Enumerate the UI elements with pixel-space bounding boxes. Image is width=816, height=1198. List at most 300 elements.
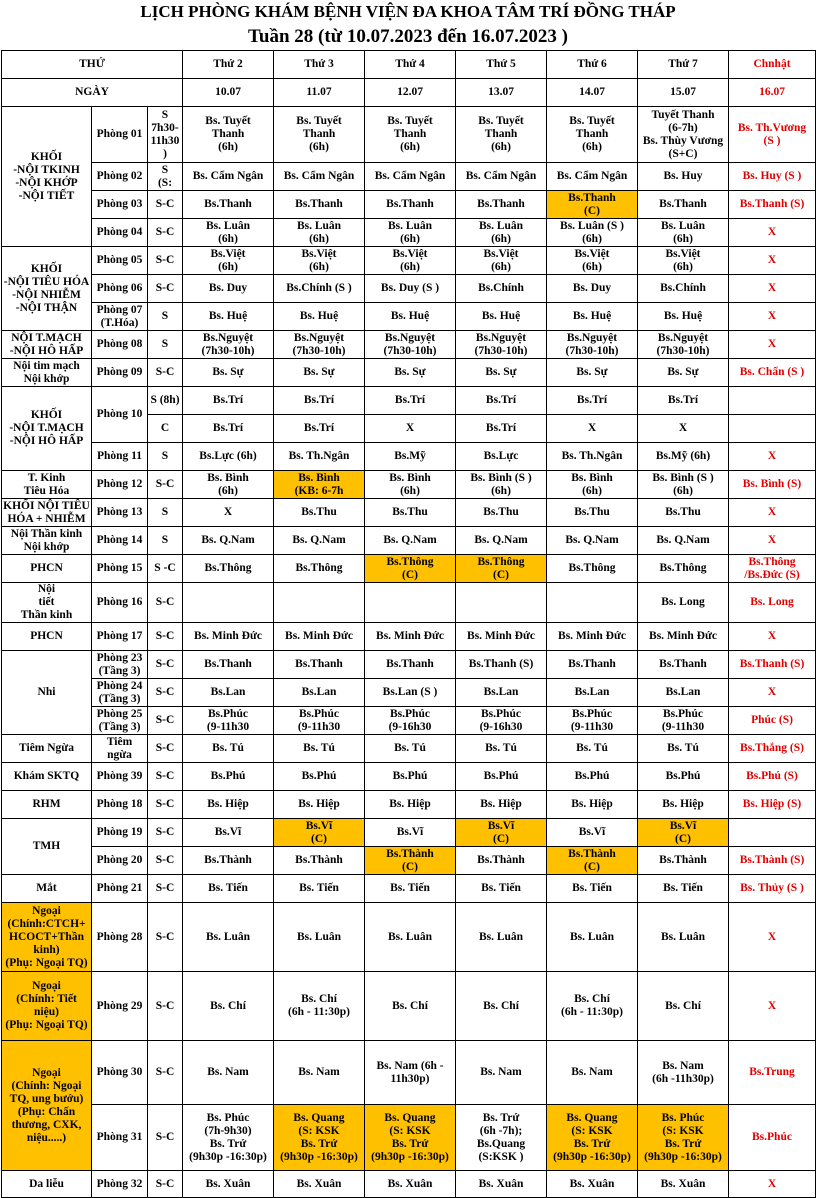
shift-cell: S (8h) xyxy=(148,387,183,415)
schedule-cell: X xyxy=(729,303,816,331)
shift-cell: S-C xyxy=(148,275,183,303)
schedule-cell: Bs.Thanh xyxy=(547,651,638,679)
schedule-cell: Bs.Thanh xyxy=(274,651,365,679)
schedule-cell: Bs.Nguyệt (7h30-10h) xyxy=(365,331,456,359)
schedule-cell: Bs.Nguyệt (7h30-10h) xyxy=(456,331,547,359)
schedule-cell: Bs. Luân xyxy=(638,903,729,972)
schedule-cell: Tuyết Thanh (6-7h) Bs. Thùy Vương (S+C) xyxy=(638,107,729,163)
shift-cell: S-C xyxy=(148,623,183,651)
department-label: Ngoại (Chính: Tiết niệu) (Phụ: Ngoại TQ) xyxy=(2,972,92,1041)
header-day: Thứ 3 xyxy=(274,51,365,79)
table-row xyxy=(2,499,816,527)
shift-cell: S xyxy=(148,527,183,555)
schedule-cell: Bs.Nguyệt (7h30-10h) xyxy=(183,331,274,359)
schedule-cell: Bs. Minh Đức xyxy=(274,623,365,651)
schedule-cell: Bs.Thanh xyxy=(365,651,456,679)
schedule-cell: Bs. Bình (S ) (6h) xyxy=(638,471,729,499)
department-label: T. Kinh Tiêu Hóa xyxy=(2,471,92,499)
schedule-cell: Bs. Bình (KB: 6-7h xyxy=(274,471,365,499)
schedule-cell: Bs. Nam xyxy=(456,1041,547,1105)
shift-cell: S-C xyxy=(148,1041,183,1105)
table-row xyxy=(2,679,816,707)
table-row xyxy=(2,275,816,303)
schedule-cell: Bs.Phú xyxy=(183,763,274,791)
schedule-cell: Bs. Tuyết Thanh (6h) xyxy=(365,107,456,163)
schedule-cell: Bs. Long xyxy=(638,583,729,623)
table-row xyxy=(2,735,816,763)
schedule-cell: Bs. Q.Nam xyxy=(638,527,729,555)
schedule-cell: X xyxy=(729,219,816,247)
schedule-cell: Bs.Phú xyxy=(456,763,547,791)
table-row xyxy=(2,707,816,735)
department-label: Tiêm Ngừa xyxy=(2,735,92,763)
shift-cell: S-C xyxy=(148,359,183,387)
schedule-cell: Bs.Vĩ (C) xyxy=(456,819,547,847)
schedule-cell: Bs.Thành xyxy=(274,847,365,875)
schedule-cell: Bs.Thông /Bs.Đức (S) xyxy=(729,555,816,583)
schedule-cell: Phúc (S) xyxy=(729,707,816,735)
schedule-cell: X xyxy=(638,415,729,443)
schedule-cell xyxy=(456,583,547,623)
schedule-cell xyxy=(365,583,456,623)
department-label: Nội tiết Thần kinh xyxy=(2,583,92,623)
schedule-cell: Bs.Vĩ xyxy=(365,819,456,847)
schedule-cell: Bs.Thanh xyxy=(638,651,729,679)
schedule-cell: Bs.Vĩ (C) xyxy=(274,819,365,847)
schedule-cell: Bs. Duy (S ) xyxy=(365,275,456,303)
schedule-cell: X xyxy=(729,331,816,359)
header-date: 11.07 xyxy=(274,79,365,107)
schedule-cell: Bs.Lan xyxy=(638,679,729,707)
schedule-cell: Bs. Sự xyxy=(638,359,729,387)
schedule-title xyxy=(0,0,816,50)
room-cell: Phòng 24 (Tầng 3) xyxy=(92,679,148,707)
room-cell: Phòng 18 xyxy=(92,791,148,819)
header-date: 15.07 xyxy=(638,79,729,107)
schedule-cell: Bs.Trí xyxy=(365,387,456,415)
schedule-cell: Bs.Thông xyxy=(183,555,274,583)
schedule-cell: X xyxy=(547,415,638,443)
schedule-cell: Bs.Phúc (9-16h30 xyxy=(456,707,547,735)
schedule-cell: Bs.Phúc (9-11h30 xyxy=(183,707,274,735)
schedule-cell: Bs. Xuân xyxy=(638,1171,729,1198)
schedule-cell: Bs. Tuyết Thanh (6h) xyxy=(456,107,547,163)
schedule-cell: Bs. Tiến xyxy=(547,875,638,903)
schedule-cell: Bs. Nam xyxy=(274,1041,365,1105)
schedule-cell: Bs.Phú xyxy=(274,763,365,791)
department-label: Nội tim mạch Nội khớp xyxy=(2,359,92,387)
schedule-cell: Bs. Tú xyxy=(365,735,456,763)
department-label: Nội Thần kinh Nội khớp xyxy=(2,527,92,555)
shift-cell: S-C xyxy=(148,651,183,679)
schedule-cell: Bs.Thu xyxy=(456,499,547,527)
schedule-cell: Bs.Phúc (9-16h30 xyxy=(365,707,456,735)
shift-cell: S xyxy=(148,443,183,471)
schedule-cell: X xyxy=(183,499,274,527)
schedule-cell: Bs. Th.Ngân xyxy=(547,443,638,471)
schedule-cell: Bs. Phúc (S: KSK Bs. Trứ (9h30p -16:30p) xyxy=(638,1105,729,1171)
schedule-cell: Bs. Luân xyxy=(365,903,456,972)
schedule-cell: Bs. Q.Nam xyxy=(547,527,638,555)
schedule-cell: Bs.Thông xyxy=(638,555,729,583)
shift-cell: S-C xyxy=(148,1105,183,1171)
table-row xyxy=(2,1171,816,1198)
schedule-cell xyxy=(183,583,274,623)
schedule-cell: Bs. Q.Nam xyxy=(456,527,547,555)
table-row xyxy=(2,303,816,331)
table-row xyxy=(2,219,816,247)
shift-cell: S-C xyxy=(148,972,183,1041)
schedule-cell: Bs.Thành (S) xyxy=(729,847,816,875)
department-label: TMH xyxy=(2,819,92,875)
schedule-cell: X xyxy=(729,972,816,1041)
schedule-cell: X xyxy=(729,1171,816,1198)
schedule-cell: Bs. Q.Nam xyxy=(183,527,274,555)
schedule-cell: X xyxy=(729,275,816,303)
department-label: RHM xyxy=(2,791,92,819)
schedule-cell: Bs. Hiệp xyxy=(638,791,729,819)
schedule-cell: Bs. Tú xyxy=(638,735,729,763)
schedule-cell: Bs.Phúc (9-11h30 xyxy=(638,707,729,735)
schedule-cell: Bs.Chính xyxy=(456,275,547,303)
table-row xyxy=(2,163,816,191)
schedule-cell: Bs. Bình (6h) xyxy=(365,471,456,499)
shift-cell: C xyxy=(148,415,183,443)
schedule-cell: Bs.Phúc (9-11h30 xyxy=(547,707,638,735)
table-row xyxy=(2,651,816,679)
department-label: PHCN xyxy=(2,555,92,583)
schedule-cell: Bs. Sự xyxy=(365,359,456,387)
schedule-cell: Bs. Minh Đức xyxy=(638,623,729,651)
table-row xyxy=(2,583,816,623)
schedule-cell: Bs. Tiến xyxy=(183,875,274,903)
header-thu-label: THỨ xyxy=(2,51,183,79)
schedule-cell: Bs.Phúc xyxy=(729,1105,816,1171)
schedule-cell: Bs. Tuyết Thanh (6h) xyxy=(274,107,365,163)
schedule-cell: Bs.Thu xyxy=(365,499,456,527)
schedule-cell: Bs. Huệ xyxy=(638,303,729,331)
schedule-cell: Bs.Nguyệt (7h30-10h) xyxy=(274,331,365,359)
schedule-cell: Bs. Huệ xyxy=(365,303,456,331)
schedule-cell: Bs. Minh Đức xyxy=(456,623,547,651)
title-line-1: LỊCH PHÒNG KHÁM BỆNH VIỆN ĐA KHOA TÂM TRÍ ĐỒNG THÁP xyxy=(140,2,676,21)
schedule-cell: Bs. Quang (S: KSK Bs. Trứ (9h30p -16:30p) xyxy=(547,1105,638,1171)
room-cell: Phòng 19 xyxy=(92,819,148,847)
schedule-cell: X xyxy=(729,443,816,471)
schedule-cell: Bs.Phú xyxy=(547,763,638,791)
schedule-cell: Bs.Nguyệt (7h30-10h) xyxy=(547,331,638,359)
room-cell: Phòng 32 xyxy=(92,1171,148,1198)
schedule-cell: Bs.Nguyệt (7h30-10h) xyxy=(638,331,729,359)
table-row xyxy=(2,903,816,972)
schedule-cell: Bs. Minh Đức xyxy=(547,623,638,651)
schedule-cell: Bs. Quang (S: KSK Bs. Trứ (9h30p -16:30p) xyxy=(274,1105,365,1171)
header-day: Thứ 2 xyxy=(183,51,274,79)
room-cell: Phòng 15 xyxy=(92,555,148,583)
schedule-cell: Bs. Luân xyxy=(274,903,365,972)
table-row xyxy=(2,443,816,471)
schedule-cell: X xyxy=(365,415,456,443)
schedule-cell: Bs.Vĩ (C) xyxy=(638,819,729,847)
department-label: KHỐI NỘI TIÊU HÓA + NHIỄM xyxy=(3,499,90,525)
table-row xyxy=(2,555,816,583)
department-label: Ngoại (Chính: Ngoại TQ, ung bướu) (Phụ: Chấn thương, CXK, niệu.....) xyxy=(2,1041,92,1171)
schedule-cell: Bs.Phú xyxy=(638,763,729,791)
schedule-cell: Bs.Trí xyxy=(456,415,547,443)
schedule-cell: Bs.Trung xyxy=(729,1041,816,1105)
schedule-cell: Bs.Thu xyxy=(638,499,729,527)
schedule-cell: Bs. Luân (6h) xyxy=(456,219,547,247)
table-row xyxy=(2,791,816,819)
shift-cell: S xyxy=(148,499,183,527)
room-cell: Phòng 30 xyxy=(92,1041,148,1105)
room-cell: Phòng 17 xyxy=(92,623,148,651)
shift-cell: S 7h30- 11h30 ) xyxy=(148,107,183,163)
schedule-cell: Bs.Thông (C) xyxy=(365,555,456,583)
table-row xyxy=(2,387,816,415)
table-row xyxy=(2,191,816,219)
schedule-cell: Bs.Việt (6h) xyxy=(547,247,638,275)
schedule-cell: Bs. Duy xyxy=(183,275,274,303)
shift-cell: S xyxy=(148,331,183,359)
schedule-cell: Bs.Trí xyxy=(274,387,365,415)
schedule-cell: Bs. Luân (6h) xyxy=(365,219,456,247)
schedule-cell: Bs.Chính (S ) xyxy=(274,275,365,303)
room-cell: Phòng 13 xyxy=(92,499,148,527)
room-cell: Phòng 09 xyxy=(92,359,148,387)
schedule-cell: Bs. Xuân xyxy=(183,1171,274,1198)
shift-cell: S-C xyxy=(148,903,183,972)
schedule-cell: Bs. Huệ xyxy=(274,303,365,331)
schedule-cell: Bs. Nam xyxy=(183,1041,274,1105)
schedule-cell: Bs. Hiệp xyxy=(365,791,456,819)
schedule-cell: Bs. Nam (6h -11h30p) xyxy=(638,1041,729,1105)
schedule-cell: Bs. Chí xyxy=(638,972,729,1041)
schedule-cell: Bs.Trí xyxy=(183,415,274,443)
schedule-cell: Bs.Vĩ xyxy=(183,819,274,847)
schedule-cell: Bs. Xuân xyxy=(365,1171,456,1198)
schedule-cell: Bs.Phúc (9-11h30 xyxy=(274,707,365,735)
table-row xyxy=(2,527,816,555)
schedule-cell: Bs. Luân xyxy=(547,903,638,972)
schedule-cell: X xyxy=(729,903,816,972)
schedule-cell: Bs. Cẩm Ngân xyxy=(547,163,638,191)
schedule-cell: X xyxy=(729,679,816,707)
shift-cell: S-C xyxy=(148,735,183,763)
schedule-cell: Bs. Tú xyxy=(274,735,365,763)
schedule-cell: Bs. Tuyết Thanh (6h) xyxy=(183,107,274,163)
schedule-cell: Bs. Q.Nam xyxy=(274,527,365,555)
schedule-cell: Bs.Lan xyxy=(274,679,365,707)
table-row xyxy=(2,763,816,791)
department-label: KHỐI -NỘI TIÊU HÓA -NỘI NHIỄM -NỘI THẬN xyxy=(2,247,92,331)
schedule-cell: Bs. Nam xyxy=(547,1041,638,1105)
table-row xyxy=(2,847,816,875)
schedule-cell: Bs.Thanh xyxy=(183,191,274,219)
schedule-cell: Bs.Lan xyxy=(547,679,638,707)
schedule-cell: Bs.Thành (C) xyxy=(365,847,456,875)
schedule-cell: Bs.Thông (C) xyxy=(456,555,547,583)
shift-cell: S xyxy=(148,303,183,331)
header-date: 10.07 xyxy=(183,79,274,107)
schedule-cell: Bs.Thành xyxy=(638,847,729,875)
schedule-cell: Bs.Phú (S) xyxy=(729,763,816,791)
schedule-cell: Bs.Mỹ (6h) xyxy=(638,443,729,471)
shift-cell: S (S: xyxy=(148,163,183,191)
schedule-cell xyxy=(729,819,816,847)
schedule-cell: Bs.Thanh xyxy=(183,651,274,679)
schedule-cell: Bs.Lực xyxy=(456,443,547,471)
schedule-cell xyxy=(729,387,816,415)
schedule-cell: Bs. Cẩm Ngân xyxy=(274,163,365,191)
room-cell: Phòng 39 xyxy=(92,763,148,791)
table-row xyxy=(2,875,816,903)
schedule-cell: Bs.Thắng (S) xyxy=(729,735,816,763)
schedule-cell: Bs. Nam (6h - 11h30p) xyxy=(365,1041,456,1105)
schedule-cell: Bs.Thông xyxy=(547,555,638,583)
schedule-cell: Bs.Thành xyxy=(183,847,274,875)
schedule-cell: Bs.Trí xyxy=(547,387,638,415)
schedule-table xyxy=(1,50,816,1198)
schedule-cell: Bs. Hiệp xyxy=(547,791,638,819)
schedule-cell xyxy=(729,415,816,443)
table-row xyxy=(2,1041,816,1105)
header-date: 13.07 xyxy=(456,79,547,107)
schedule-cell: Bs. Chẩn (S ) xyxy=(729,359,816,387)
room-cell: Phòng 14 xyxy=(92,527,148,555)
schedule-cell: Bs. Hiệp (S) xyxy=(729,791,816,819)
schedule-cell: Bs.Vĩ xyxy=(547,819,638,847)
schedule-cell: Bs. Chí xyxy=(183,972,274,1041)
schedule-cell: Bs. Tú xyxy=(183,735,274,763)
schedule-cell: Bs. Chí (6h - 11:30p) xyxy=(274,972,365,1041)
table-row xyxy=(2,247,816,275)
schedule-cell: Bs. Huệ xyxy=(547,303,638,331)
table-row xyxy=(2,623,816,651)
schedule-cell: Bs.Lan (S ) xyxy=(365,679,456,707)
schedule-cell: Bs.Chính xyxy=(638,275,729,303)
room-cell: Phòng 23 (Tầng 3) xyxy=(92,651,148,679)
room-cell: Phòng 02 xyxy=(92,163,148,191)
schedule-cell: Bs. Cẩm Ngân xyxy=(183,163,274,191)
schedule-cell: Bs. Hiệp xyxy=(183,791,274,819)
schedule-cell: Bs. Quang (S: KSK Bs. Trứ (9h30p -16:30p) xyxy=(365,1105,456,1171)
schedule-cell: Bs.Phú xyxy=(365,763,456,791)
header-day: Thứ 4 xyxy=(365,51,456,79)
room-cell: Phòng 10 xyxy=(92,387,148,443)
shift-cell: S-C xyxy=(148,847,183,875)
room-cell: Phòng 16 xyxy=(92,583,148,623)
schedule-cell: Bs. Hiệp xyxy=(274,791,365,819)
schedule-cell: Bs. Bình (6h) xyxy=(547,471,638,499)
schedule-cell: Bs.Thanh xyxy=(365,191,456,219)
shift-cell: S-C xyxy=(148,819,183,847)
room-cell: Phòng 20 xyxy=(92,847,148,875)
header-day: Thứ 6 xyxy=(547,51,638,79)
schedule-cell: Bs.Việt (6h) xyxy=(183,247,274,275)
shift-cell: S-C xyxy=(148,763,183,791)
table-row xyxy=(2,972,816,1041)
schedule-cell: Bs. Sự xyxy=(456,359,547,387)
schedule-cell: Bs.Lực (6h) xyxy=(183,443,274,471)
schedule-cell: Bs. Tú xyxy=(456,735,547,763)
room-cell: Phòng 25 (Tầng 3) xyxy=(92,707,148,735)
schedule-cell: Bs. Th.Vương (S ) xyxy=(729,107,816,163)
schedule-cell: Bs.Thanh (S) xyxy=(729,191,816,219)
schedule-cell: Bs. Bình (6h) xyxy=(183,471,274,499)
room-cell: Phòng 31 xyxy=(92,1105,148,1171)
table-row xyxy=(2,1105,816,1171)
schedule-cell: Bs. Cẩm Ngân xyxy=(365,163,456,191)
schedule-cell: Bs.Việt (6h) xyxy=(456,247,547,275)
schedule-cell: Bs.Trí xyxy=(456,387,547,415)
schedule-cell: Bs. Trứ (6h -7h); Bs.Quang (S:KSK ) xyxy=(456,1105,547,1171)
schedule-cell: Bs.Trí xyxy=(183,387,274,415)
header-day: Thứ 5 xyxy=(456,51,547,79)
schedule-cell: Bs. Xuân xyxy=(274,1171,365,1198)
schedule-cell: Bs. Bình (S ) (6h) xyxy=(456,471,547,499)
room-cell: Tiêm ngừa xyxy=(92,735,148,763)
schedule-cell: Bs.Thanh xyxy=(274,191,365,219)
shift-cell: S-C xyxy=(148,247,183,275)
header-date: 14.07 xyxy=(547,79,638,107)
schedule-cell: Bs. Tiến xyxy=(365,875,456,903)
schedule-cell: Bs.Thành xyxy=(456,847,547,875)
shift-cell: S-C xyxy=(148,191,183,219)
header-day: Thứ 7 xyxy=(638,51,729,79)
schedule-cell: Bs. Luân (6h) xyxy=(638,219,729,247)
schedule-cell: Bs. Huệ xyxy=(183,303,274,331)
schedule-cell: Bs. Xuân xyxy=(547,1171,638,1198)
schedule-cell: Bs.Trí xyxy=(638,387,729,415)
schedule-cell: Bs. Chí xyxy=(365,972,456,1041)
schedule-cell: Bs. Long xyxy=(729,583,816,623)
schedule-cell: Bs. Huệ xyxy=(456,303,547,331)
department-label: NỘI T.MẠCH -NỘI HÔ HẤP xyxy=(2,331,92,359)
schedule-cell: Bs. Tiến xyxy=(638,875,729,903)
schedule-cell: Bs. Luân (6h) xyxy=(274,219,365,247)
schedule-cell xyxy=(547,583,638,623)
schedule-cell: Bs. Th.Ngân xyxy=(274,443,365,471)
department-label: Nhi xyxy=(2,651,92,735)
shift-cell: S -C xyxy=(148,555,183,583)
room-cell: Phòng 07 (T.Hóa) xyxy=(92,303,148,331)
room-cell: Phòng 03 xyxy=(92,191,148,219)
room-cell: Phòng 05 xyxy=(92,247,148,275)
table-row xyxy=(2,471,816,499)
schedule-cell: X xyxy=(729,623,816,651)
schedule-cell: Bs.Thanh xyxy=(638,191,729,219)
schedule-cell: Bs. Tuyết Thanh (6h) xyxy=(547,107,638,163)
schedule-cell: Bs.Thanh xyxy=(456,191,547,219)
schedule-cell: Bs.Thành (C) xyxy=(547,847,638,875)
schedule-cell: Bs.Mỹ xyxy=(365,443,456,471)
room-cell: Phòng 06 xyxy=(92,275,148,303)
schedule-cell: Bs. Duy xyxy=(547,275,638,303)
table-row xyxy=(2,331,816,359)
department-label: KHỐI -NỘI T.MẠCH -NỘI HÔ HẤP xyxy=(2,387,92,471)
schedule-cell: Bs. Luân xyxy=(456,903,547,972)
header-date: 12.07 xyxy=(365,79,456,107)
table-row xyxy=(2,107,816,163)
schedule-cell: Bs.Việt (6h) xyxy=(365,247,456,275)
schedule-cell: Bs. Hiệp xyxy=(456,791,547,819)
department-label: Mắt xyxy=(2,875,92,903)
schedule-cell: Bs. Huy xyxy=(638,163,729,191)
shift-cell: S-C xyxy=(148,1171,183,1198)
schedule-cell: Bs. Minh Đức xyxy=(183,623,274,651)
schedule-cell: Bs.Việt (6h) xyxy=(274,247,365,275)
